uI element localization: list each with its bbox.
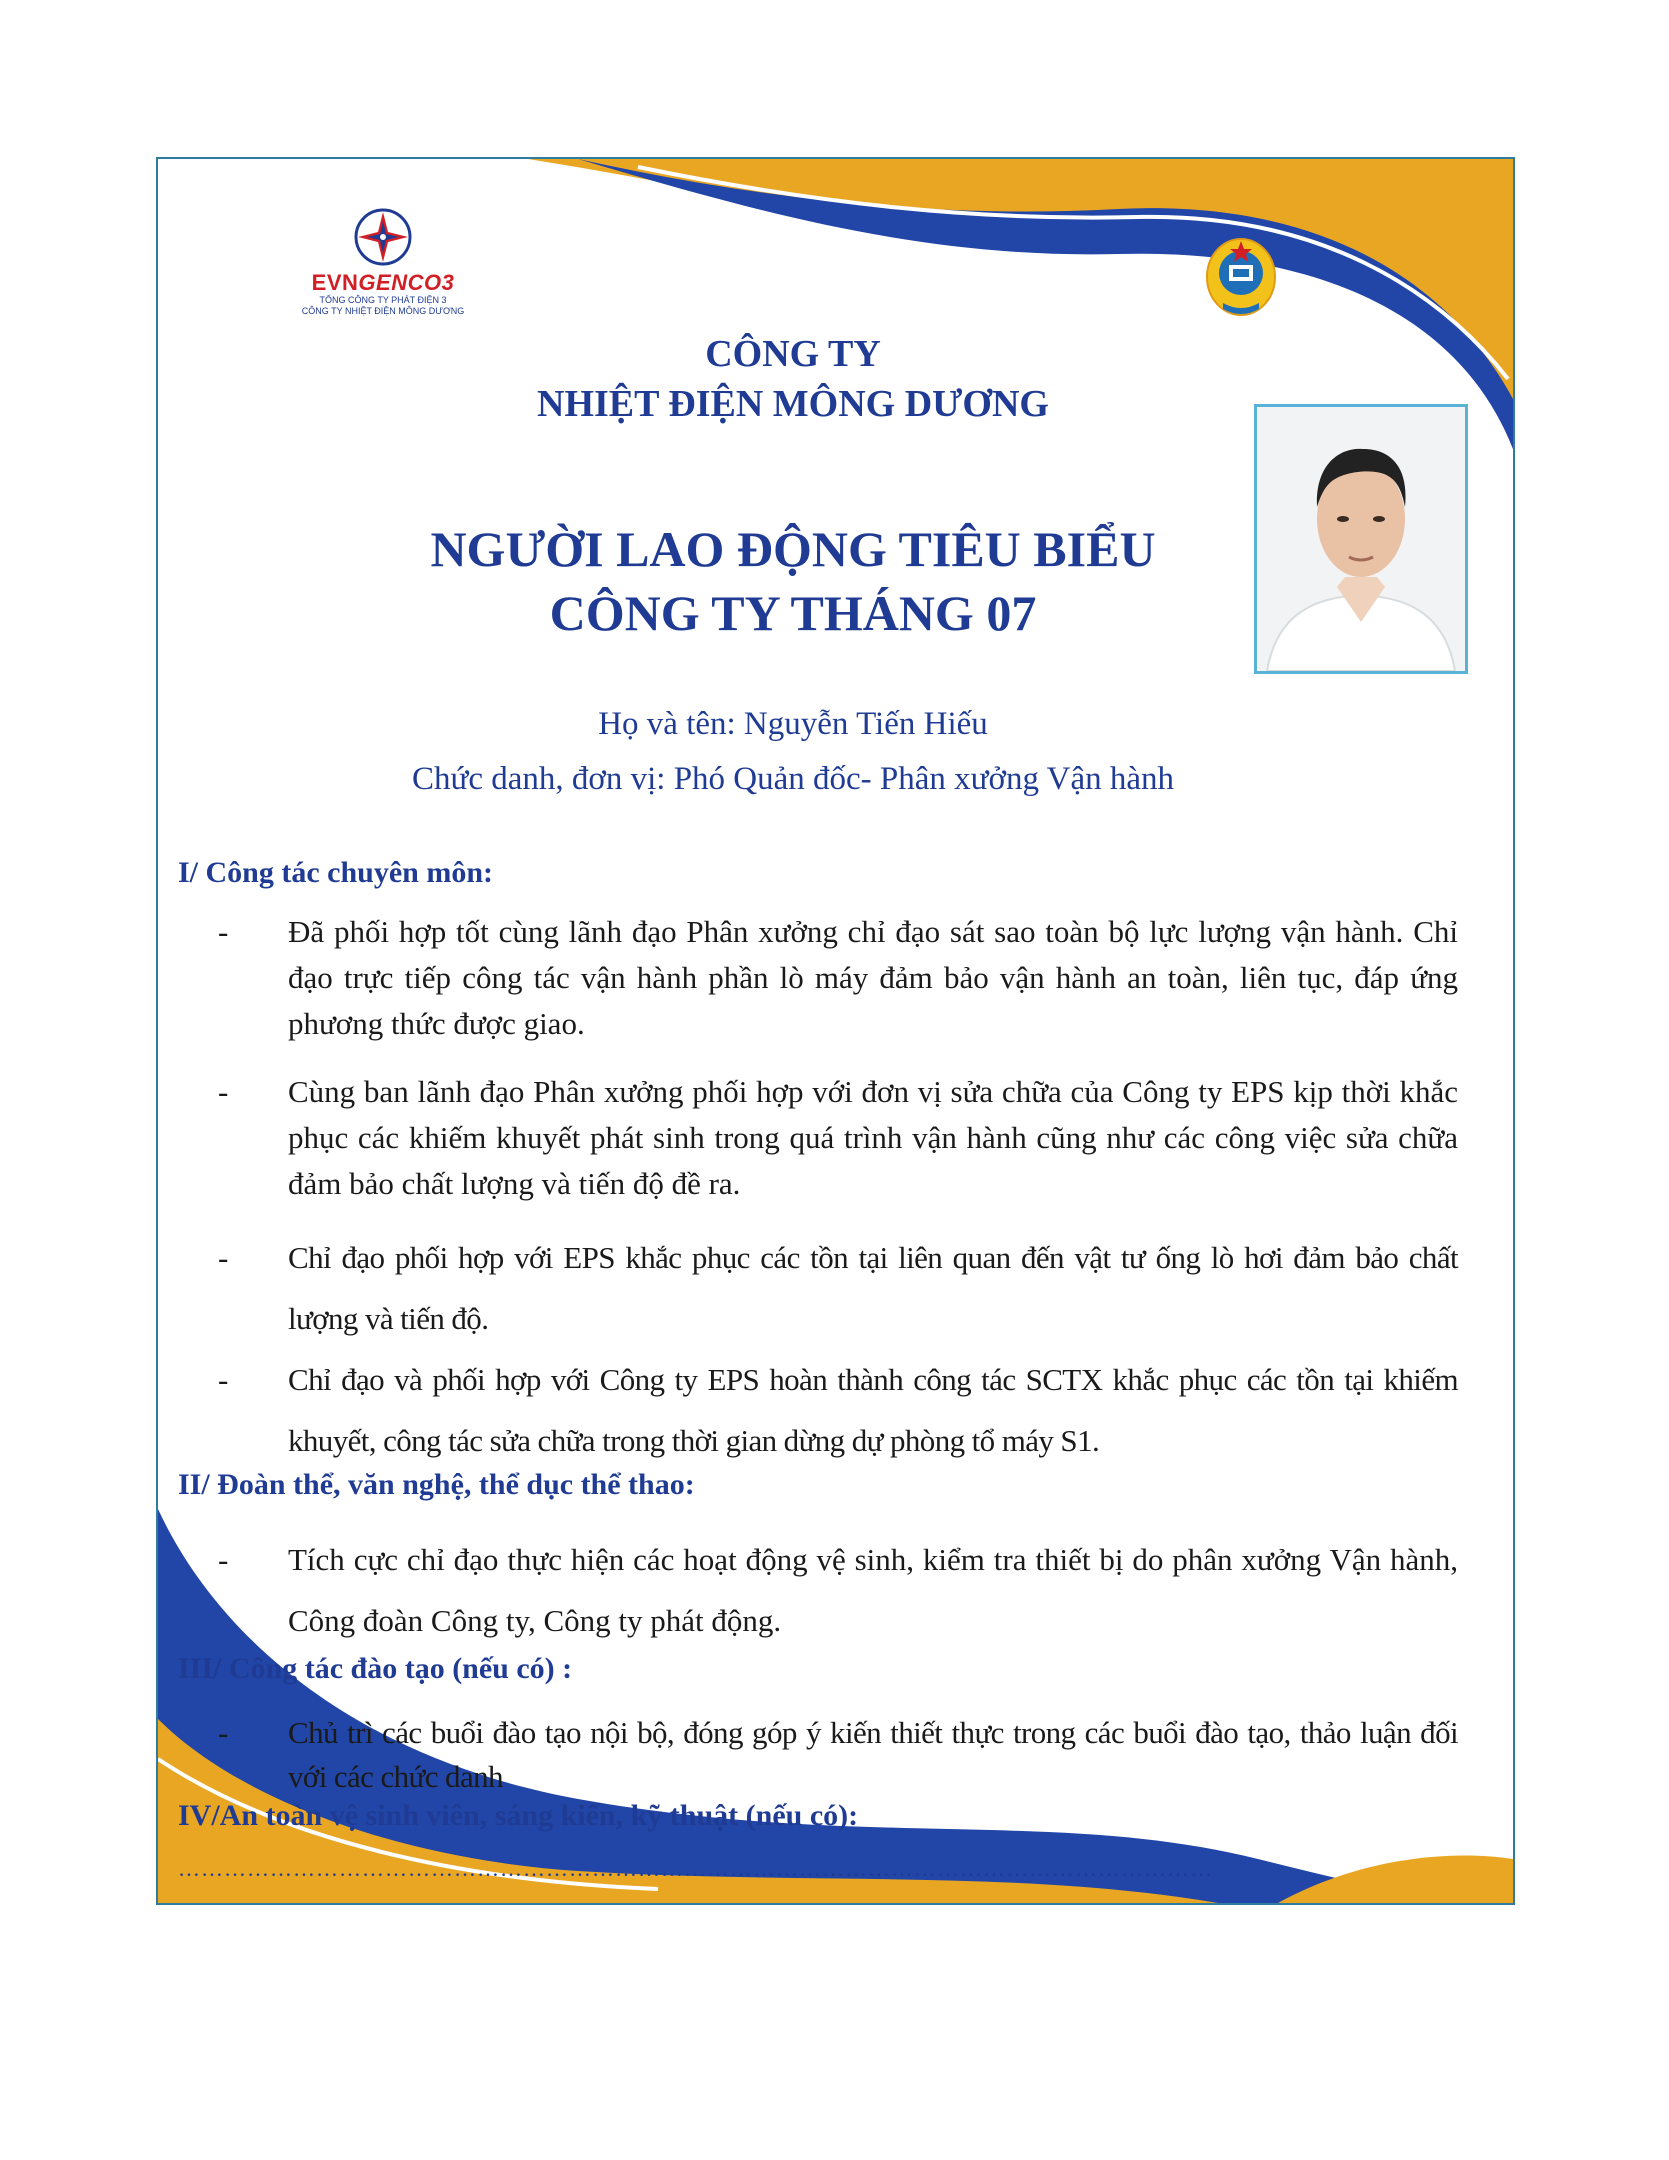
poster-frame [156,157,1515,1905]
bullet-dash: - [218,914,229,949]
employee-name: Họ và tên: Nguyễn Tiến Hiếu [598,706,988,742]
bullet-dash: - [218,1074,229,1109]
dotted-fill-line: ……………………………………………………………………………………………………………………… [178,1856,1213,1881]
section-1-heading: I/ Công tác chuyên môn: [178,856,494,889]
logo-brand-genco: GENCO3 [358,270,455,295]
employee-position: Chức danh, đơn vị: Phó Quản đốc- Phân xưởng Vận hành [411,761,1175,797]
employee-info [348,697,1238,807]
section-2-heading: II/ Đoàn thể, văn nghệ, thể dục thể thao: [178,1468,695,1501]
list-item [218,909,1458,1047]
section-3-heading: III/ Công tác đào tạo (nếu có) : [178,1652,573,1685]
bullet-dash: - [218,1362,228,1397]
logo-subtitle-1: TỔNG CÔNG TY PHÁT ĐIỆN 3 [319,295,447,305]
bullet-dash: - [218,1715,228,1750]
list-item-text: Đã phối hợp tốt cùng lãnh đạo Phân xưởng chỉ đạo sát sao toàn bộ lực lượng vận hành. Chỉ đạo trực tiếp công tác vận hành phần lò máy đảm bảo vận hành an toàn, liên tục, đáp ứng phương thức được giao. [288,914,1458,1041]
award-title-line-1: NGƯỜI LAO ĐỘNG TIÊU BIỂU [430,521,1156,577]
employee-photo [1254,404,1468,674]
bullet-dash: - [218,1240,228,1275]
evn-star-icon [353,207,413,267]
trade-union-emblem-icon [1205,231,1277,323]
list-item-text: Chỉ đạo và phối hợp với Công ty EPS hoàn thành công tác SCTX khắc phục các tồn tại khiếm khuyết, công tác sửa chữa trong thời gian dừng dự phòng tổ máy S1. [288,1362,1458,1458]
evngenco3-logo [268,207,498,327]
company-heading [448,329,1138,429]
list-item-text: Chỉ đạo phối hợp với EPS khắc phục các tồn tại liên quan đến vật tư ống lò hơi đảm bảo chất lượng và tiến độ. [288,1240,1458,1336]
award-title-line-2: CÔNG TY THÁNG 07 [549,585,1037,641]
list-item [218,1227,1458,1349]
bullet-dash: - [218,1542,229,1577]
logo-subtitle-2: CÔNG TY NHIỆT ĐIỆN MÔNG DƯƠNG [301,306,465,316]
list-item [218,1711,1458,1799]
logo-brand-evn: EVN [311,270,359,295]
list-item-text: Tích cực chỉ đạo thực hiện các hoạt động vệ sinh, kiểm tra thiết bị do phân xưởng Vận hành, Công đoàn Công ty, Công ty phát động. [288,1542,1458,1638]
section-4-heading: IV/An toàn vệ sinh viên, sáng kiến, kỹ thuật (nếu có): [178,1799,859,1832]
list-item [218,1349,1458,1471]
list-item [218,1069,1458,1207]
person-portrait-icon [1257,407,1465,671]
list-item-text: Chủ trì các buổi đào tạo nội bộ, đóng góp ý kiến thiết thực trong các buổi đào tạo, thảo luận đối với các chức danh [288,1715,1458,1794]
logo-brand [268,271,498,295]
award-title [348,517,1238,645]
list-item [218,1529,1458,1651]
list-item-text: Cùng ban lãnh đạo Phân xưởng phối hợp với đơn vị sửa chữa của Công ty EPS kịp thời khắc phục các khiếm khuyết phát sinh trong quá trình vận hành cũng như các công việc sửa chữa đảm bảo chất lượng và tiến độ đề ra. [288,1074,1458,1201]
company-line-2: NHIỆT ĐIỆN MÔNG DƯƠNG [537,383,1049,425]
company-line-1: CÔNG TY [705,333,881,375]
